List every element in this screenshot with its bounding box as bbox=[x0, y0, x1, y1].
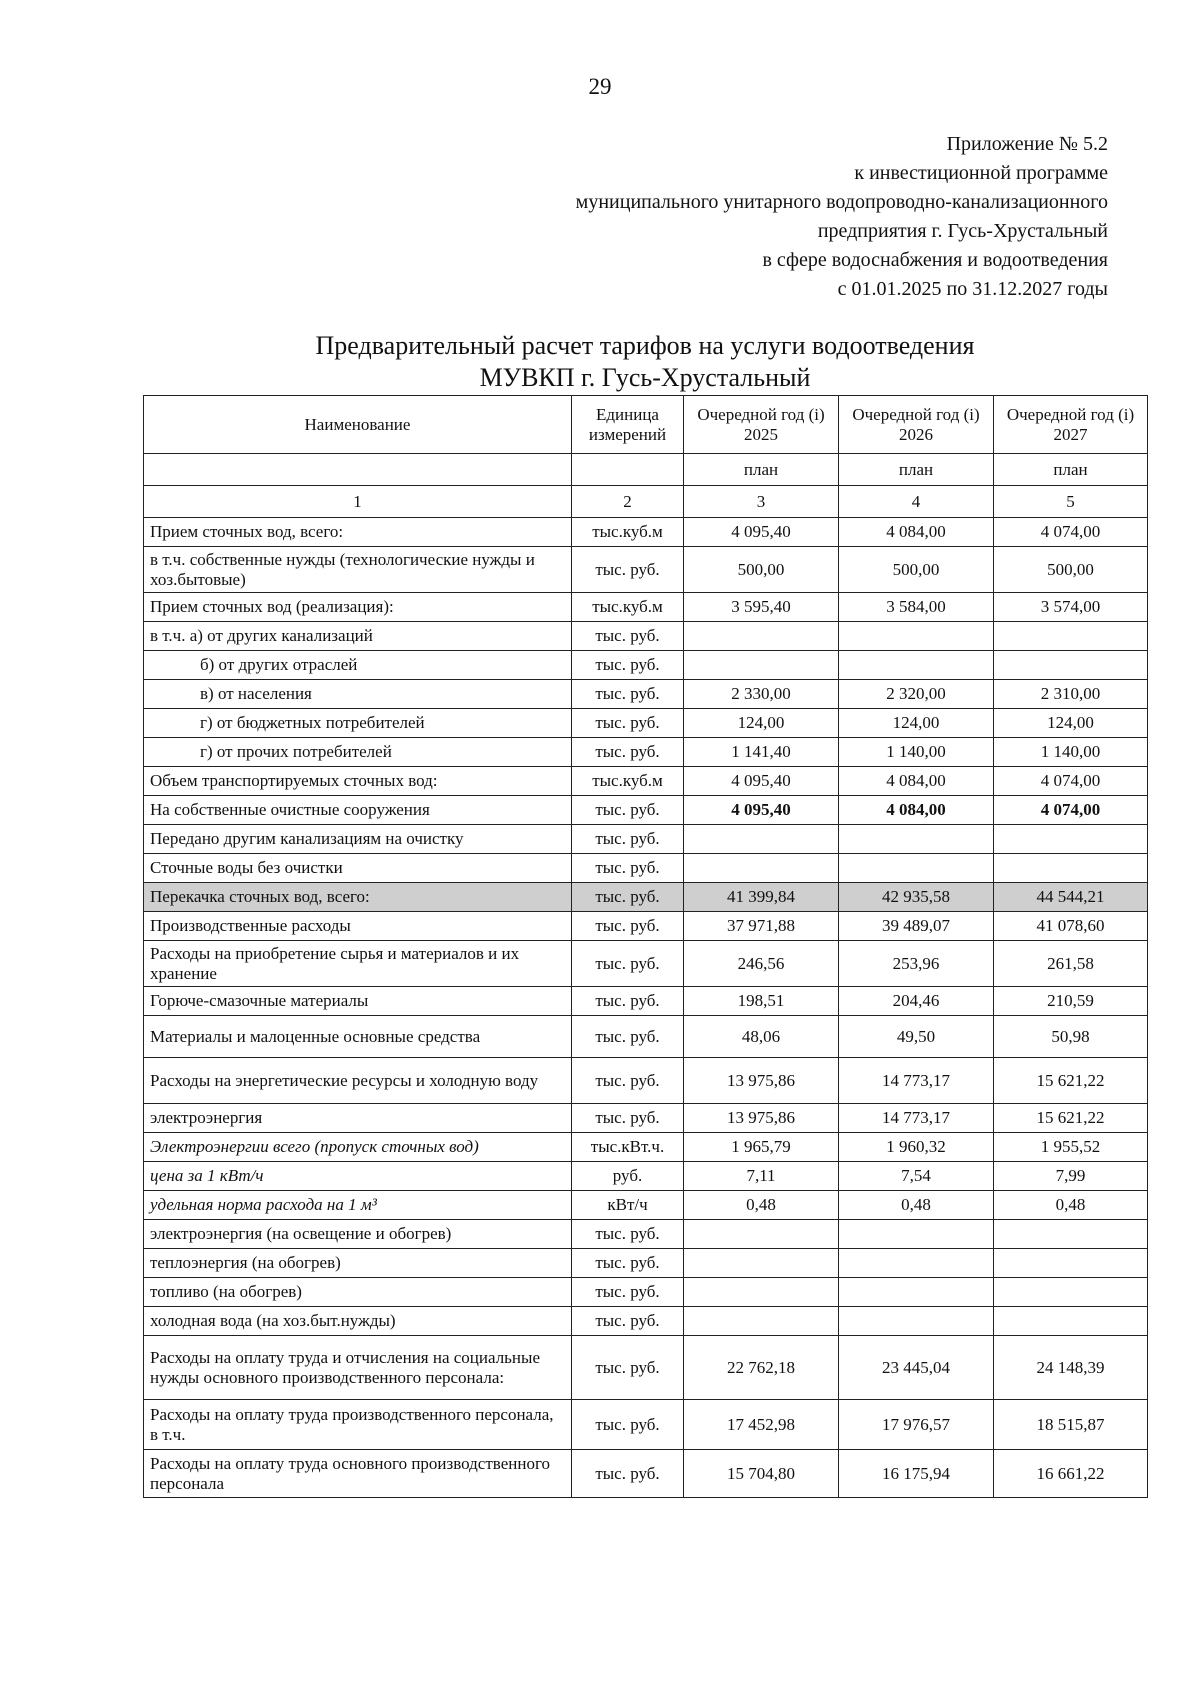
value-2025: 15 704,80 bbox=[684, 1450, 839, 1498]
value-2025: 500,00 bbox=[684, 547, 839, 593]
value-2025: 1 965,79 bbox=[684, 1133, 839, 1162]
row-unit: тыс. руб. bbox=[572, 547, 684, 593]
value-2027 bbox=[994, 1249, 1148, 1278]
row-name: г) от бюджетных потребителей bbox=[144, 709, 572, 738]
value-2025: 37 971,88 bbox=[684, 912, 839, 941]
document-title bbox=[145, 330, 1145, 394]
row-unit: кВт/ч bbox=[572, 1191, 684, 1220]
row-unit: руб. bbox=[572, 1162, 684, 1191]
value-2027: 124,00 bbox=[994, 709, 1148, 738]
value-2025: 0,48 bbox=[684, 1191, 839, 1220]
value-2026 bbox=[839, 1307, 994, 1336]
value-2025: 246,56 bbox=[684, 941, 839, 987]
value-2027: 15 621,22 bbox=[994, 1104, 1148, 1133]
table-row bbox=[144, 1133, 1148, 1162]
page-number: 29 bbox=[588, 74, 612, 99]
value-2026: 39 489,07 bbox=[839, 912, 994, 941]
table-row bbox=[144, 1162, 1148, 1191]
table-row bbox=[144, 1307, 1148, 1336]
value-2027 bbox=[994, 1220, 1148, 1249]
value-2025: 4 095,40 bbox=[684, 518, 839, 547]
row-unit: тыс. руб. bbox=[572, 1307, 684, 1336]
plan-label: план bbox=[839, 454, 994, 486]
value-2026: 16 175,94 bbox=[839, 1450, 994, 1498]
appendix-line: к инвестиционной программе bbox=[854, 162, 1108, 184]
value-2026 bbox=[839, 651, 994, 680]
row-name: Прием сточных вод (реализация): bbox=[144, 593, 572, 622]
table-row bbox=[144, 796, 1148, 825]
row-name: Расходы на энергетические ресурсы и холодную воду bbox=[144, 1058, 572, 1104]
table-row bbox=[144, 1016, 1148, 1058]
value-2026: 124,00 bbox=[839, 709, 994, 738]
value-2025 bbox=[684, 651, 839, 680]
column-number: 4 bbox=[839, 486, 994, 518]
row-name: г) от прочих потребителей bbox=[144, 738, 572, 767]
value-2027: 4 074,00 bbox=[994, 796, 1148, 825]
value-2027: 18 515,87 bbox=[994, 1400, 1148, 1450]
table-row bbox=[144, 1058, 1148, 1104]
appendix-line: в сфере водоснабжения и водоотведения bbox=[762, 249, 1108, 271]
row-name: Расходы на оплату труда основного производственного персонала bbox=[144, 1450, 572, 1498]
value-2027: 2 310,00 bbox=[994, 680, 1148, 709]
value-2027: 44 544,21 bbox=[994, 883, 1148, 912]
row-unit: тыс. руб. bbox=[572, 1016, 684, 1058]
appendix-block bbox=[576, 130, 1108, 304]
value-2027: 7,99 bbox=[994, 1162, 1148, 1191]
plan-label: план bbox=[994, 454, 1148, 486]
value-2026: 3 584,00 bbox=[839, 593, 994, 622]
title-line-2: МУВКП г. Гусь-Хрустальный bbox=[479, 363, 811, 392]
value-2026 bbox=[839, 1278, 994, 1307]
row-name: Производственные расходы bbox=[144, 912, 572, 941]
value-2025: 41 399,84 bbox=[684, 883, 839, 912]
row-name: б) от других отраслей bbox=[144, 651, 572, 680]
row-unit: тыс. руб. bbox=[572, 1104, 684, 1133]
row-name: Электроэнергии всего (пропуск сточных вод) bbox=[144, 1133, 572, 1162]
value-2027 bbox=[994, 651, 1148, 680]
table-row bbox=[144, 547, 1148, 593]
value-2026 bbox=[839, 854, 994, 883]
row-unit: тыс. руб. bbox=[572, 1220, 684, 1249]
row-unit: тыс. руб. bbox=[572, 1336, 684, 1400]
value-2027: 261,58 bbox=[994, 941, 1148, 987]
table-row bbox=[144, 987, 1148, 1016]
table-row bbox=[144, 1400, 1148, 1450]
table-row bbox=[144, 912, 1148, 941]
row-unit: тыс. руб. bbox=[572, 651, 684, 680]
value-2027: 210,59 bbox=[994, 987, 1148, 1016]
value-2026: 500,00 bbox=[839, 547, 994, 593]
value-2025: 1 141,40 bbox=[684, 738, 839, 767]
value-2027: 15 621,22 bbox=[994, 1058, 1148, 1104]
title-line-1: Предварительный расчет тарифов на услуги водоотведения bbox=[315, 331, 975, 360]
value-2026 bbox=[839, 622, 994, 651]
header-year-2027: Очередной год (i) 2027 bbox=[994, 396, 1148, 454]
table-row bbox=[144, 518, 1148, 547]
value-2025: 198,51 bbox=[684, 987, 839, 1016]
row-name: Горюче-смазочные материалы bbox=[144, 987, 572, 1016]
row-name: в т.ч. собственные нужды (технологические нужды и хоз.бытовые) bbox=[144, 547, 572, 593]
row-unit: тыс. руб. bbox=[572, 1058, 684, 1104]
table-row bbox=[144, 854, 1148, 883]
row-unit: тыс. руб. bbox=[572, 1278, 684, 1307]
value-2026: 204,46 bbox=[839, 987, 994, 1016]
row-unit: тыс.куб.м bbox=[572, 593, 684, 622]
row-unit: тыс. руб. bbox=[572, 1400, 684, 1450]
header-unit: Единица измерений bbox=[572, 396, 684, 454]
appendix-line: Приложение № 5.2 bbox=[946, 133, 1108, 155]
appendix-line: муниципального унитарного водопроводно-канализационного bbox=[575, 191, 1108, 213]
value-2025: 4 095,40 bbox=[684, 796, 839, 825]
value-2025 bbox=[684, 1249, 839, 1278]
value-2025: 17 452,98 bbox=[684, 1400, 839, 1450]
column-number: 2 bbox=[572, 486, 684, 518]
column-number: 1 bbox=[144, 486, 572, 518]
value-2025 bbox=[684, 1220, 839, 1249]
value-2027 bbox=[994, 622, 1148, 651]
value-2027: 4 074,00 bbox=[994, 518, 1148, 547]
table-row bbox=[144, 622, 1148, 651]
value-2025: 3 595,40 bbox=[684, 593, 839, 622]
table-row bbox=[144, 593, 1148, 622]
row-unit: тыс.кВт.ч. bbox=[572, 1133, 684, 1162]
row-name: цена за 1 кВт/ч bbox=[144, 1162, 572, 1191]
tariff-table bbox=[143, 395, 1148, 1498]
table-row bbox=[144, 883, 1148, 912]
value-2027: 1 140,00 bbox=[994, 738, 1148, 767]
value-2025 bbox=[684, 825, 839, 854]
table-row bbox=[144, 1336, 1148, 1400]
value-2025: 13 975,86 bbox=[684, 1058, 839, 1104]
value-2026: 0,48 bbox=[839, 1191, 994, 1220]
table-row bbox=[144, 825, 1148, 854]
value-2026: 1 960,32 bbox=[839, 1133, 994, 1162]
value-2026 bbox=[839, 1249, 994, 1278]
row-name: На собственные очистные сооружения bbox=[144, 796, 572, 825]
row-unit: тыс. руб. bbox=[572, 738, 684, 767]
value-2025 bbox=[684, 622, 839, 651]
row-unit: тыс. руб. bbox=[572, 622, 684, 651]
header-year-2025: Очередной год (i) 2025 bbox=[684, 396, 839, 454]
row-name: Расходы на оплату труда производственного персонала, в т.ч. bbox=[144, 1400, 572, 1450]
row-name: удельная норма расхода на 1 м³ bbox=[144, 1191, 572, 1220]
value-2026: 2 320,00 bbox=[839, 680, 994, 709]
row-unit: тыс. руб. bbox=[572, 987, 684, 1016]
value-2027: 16 661,22 bbox=[994, 1450, 1148, 1498]
row-name: Объем транспортируемых сточных вод: bbox=[144, 767, 572, 796]
row-name: электроэнергия (на освещение и обогрев) bbox=[144, 1220, 572, 1249]
row-unit: тыс. руб. bbox=[572, 796, 684, 825]
table-row bbox=[144, 680, 1148, 709]
value-2025 bbox=[684, 1307, 839, 1336]
value-2025: 22 762,18 bbox=[684, 1336, 839, 1400]
row-name: Прием сточных вод, всего: bbox=[144, 518, 572, 547]
row-unit: тыс. руб. bbox=[572, 854, 684, 883]
row-unit: тыс. руб. bbox=[572, 883, 684, 912]
value-2025: 124,00 bbox=[684, 709, 839, 738]
row-name: Расходы на приобретение сырья и материалов и их хранение bbox=[144, 941, 572, 987]
row-unit: тыс. руб. bbox=[572, 912, 684, 941]
table-row bbox=[144, 1249, 1148, 1278]
table-row bbox=[144, 1278, 1148, 1307]
row-name: холодная вода (на хоз.быт.нужды) bbox=[144, 1307, 572, 1336]
value-2027: 500,00 bbox=[994, 547, 1148, 593]
value-2026: 42 935,58 bbox=[839, 883, 994, 912]
row-name: Перекачка сточных вод, всего: bbox=[144, 883, 572, 912]
value-2026: 4 084,00 bbox=[839, 767, 994, 796]
row-unit: тыс. руб. bbox=[572, 680, 684, 709]
table-row bbox=[144, 738, 1148, 767]
column-number: 3 bbox=[684, 486, 839, 518]
value-2025 bbox=[684, 1278, 839, 1307]
value-2025: 4 095,40 bbox=[684, 767, 839, 796]
row-unit: тыс.куб.м bbox=[572, 767, 684, 796]
value-2026: 23 445,04 bbox=[839, 1336, 994, 1400]
value-2027: 1 955,52 bbox=[994, 1133, 1148, 1162]
appendix-line: с 01.01.2025 по 31.12.2027 годы bbox=[837, 278, 1108, 300]
value-2027: 0,48 bbox=[994, 1191, 1148, 1220]
header-name: Наименование bbox=[144, 396, 572, 454]
row-name: Сточные воды без очистки bbox=[144, 854, 572, 883]
appendix-line: предприятия г. Гусь-Хрустальный bbox=[817, 220, 1108, 242]
row-name: Передано другим канализациям на очистку bbox=[144, 825, 572, 854]
row-unit: тыс. руб. bbox=[572, 709, 684, 738]
value-2026: 14 773,17 bbox=[839, 1104, 994, 1133]
table-row bbox=[144, 1450, 1148, 1498]
table-row bbox=[144, 941, 1148, 987]
value-2026: 4 084,00 bbox=[839, 796, 994, 825]
row-name: в) от населения bbox=[144, 680, 572, 709]
row-unit: тыс. руб. bbox=[572, 1249, 684, 1278]
value-2027: 24 148,39 bbox=[994, 1336, 1148, 1400]
value-2025 bbox=[684, 854, 839, 883]
row-name: теплоэнергия (на обогрев) bbox=[144, 1249, 572, 1278]
value-2027 bbox=[994, 1278, 1148, 1307]
value-2026: 14 773,17 bbox=[839, 1058, 994, 1104]
value-2026: 7,54 bbox=[839, 1162, 994, 1191]
row-name: Материалы и малоценные основные средства bbox=[144, 1016, 572, 1058]
plan-blank bbox=[144, 454, 572, 486]
value-2026: 4 084,00 bbox=[839, 518, 994, 547]
column-number: 5 bbox=[994, 486, 1148, 518]
table-row bbox=[144, 1220, 1148, 1249]
value-2027: 41 078,60 bbox=[994, 912, 1148, 941]
table-row bbox=[144, 767, 1148, 796]
row-unit: тыс. руб. bbox=[572, 941, 684, 987]
row-name: в т.ч. а) от других канализаций bbox=[144, 622, 572, 651]
value-2027 bbox=[994, 825, 1148, 854]
value-2026: 253,96 bbox=[839, 941, 994, 987]
row-unit: тыс. руб. bbox=[572, 825, 684, 854]
row-name: топливо (на обогрев) bbox=[144, 1278, 572, 1307]
value-2026: 1 140,00 bbox=[839, 738, 994, 767]
value-2027 bbox=[994, 854, 1148, 883]
value-2027: 3 574,00 bbox=[994, 593, 1148, 622]
plan-blank bbox=[572, 454, 684, 486]
value-2025: 13 975,86 bbox=[684, 1104, 839, 1133]
value-2026: 17 976,57 bbox=[839, 1400, 994, 1450]
table-row bbox=[144, 651, 1148, 680]
row-unit: тыс. руб. bbox=[572, 1450, 684, 1498]
table-row bbox=[144, 1104, 1148, 1133]
value-2026 bbox=[839, 1220, 994, 1249]
table-row bbox=[144, 709, 1148, 738]
value-2025: 48,06 bbox=[684, 1016, 839, 1058]
value-2025: 2 330,00 bbox=[684, 680, 839, 709]
row-name: Расходы на оплату труда и отчисления на социальные нужды основного производственного персонала: bbox=[144, 1336, 572, 1400]
value-2026: 49,50 bbox=[839, 1016, 994, 1058]
value-2027: 4 074,00 bbox=[994, 767, 1148, 796]
value-2027: 50,98 bbox=[994, 1016, 1148, 1058]
header-year-2026: Очередной год (i) 2026 bbox=[839, 396, 994, 454]
value-2026 bbox=[839, 825, 994, 854]
table-row bbox=[144, 1191, 1148, 1220]
row-unit: тыс.куб.м bbox=[572, 518, 684, 547]
value-2025: 7,11 bbox=[684, 1162, 839, 1191]
row-name: электроэнергия bbox=[144, 1104, 572, 1133]
value-2027 bbox=[994, 1307, 1148, 1336]
plan-label: план bbox=[684, 454, 839, 486]
